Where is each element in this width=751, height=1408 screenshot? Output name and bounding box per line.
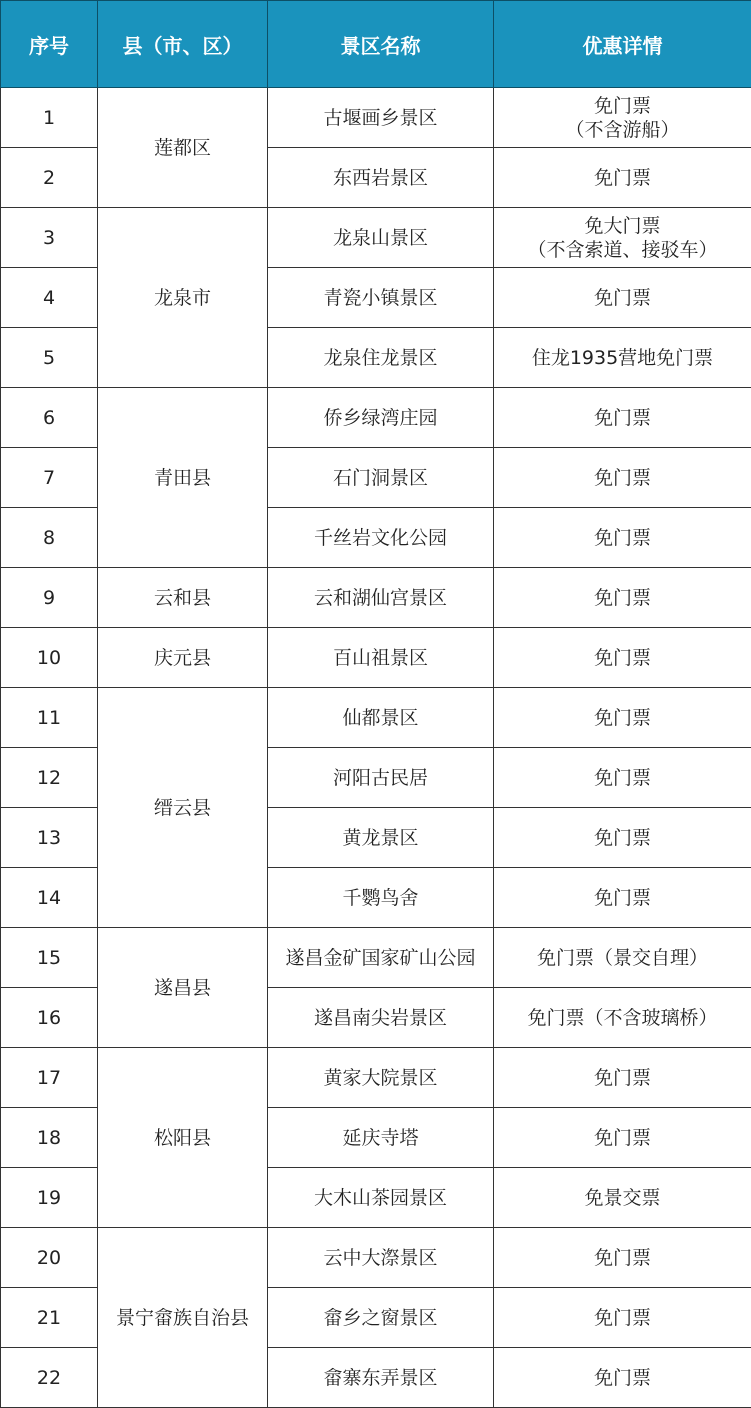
discount-detail-cell	[494, 628, 751, 688]
county-cell: 松阳县	[98, 1048, 268, 1228]
discount-detail-line: 免门票	[498, 166, 747, 190]
discount-detail-line: 免门票（景交自理）	[498, 946, 747, 970]
header-scenic-name: 景区名称	[268, 1, 494, 88]
discount-detail-line: 免门票	[498, 826, 747, 850]
discount-detail-line: 免门票	[498, 286, 747, 310]
discount-detail-cell	[494, 208, 751, 268]
county-cell: 龙泉市	[98, 208, 268, 388]
discount-detail-cell	[494, 1288, 751, 1348]
county-cell: 缙云县	[98, 688, 268, 928]
scenic-name-cell: 遂昌南尖岩景区	[268, 988, 494, 1048]
county-cell: 景宁畲族自治县	[98, 1228, 268, 1408]
row-index: 5	[1, 328, 98, 388]
scenic-name-cell: 黄家大院景区	[268, 1048, 494, 1108]
discount-detail-cell	[494, 808, 751, 868]
county-cell: 青田县	[98, 388, 268, 568]
discount-detail-line: 免门票	[498, 1126, 747, 1150]
discount-detail-line: 免门票	[498, 886, 747, 910]
discount-detail-cell	[494, 388, 751, 448]
discount-detail-line: 免门票	[498, 706, 747, 730]
discount-detail-cell	[494, 508, 751, 568]
discount-detail-line: 免门票	[498, 526, 747, 550]
discount-detail-cell	[494, 1168, 751, 1228]
scenic-name-cell: 遂昌金矿国家矿山公园	[268, 928, 494, 988]
scenic-name-cell: 古堰画乡景区	[268, 88, 494, 148]
discount-detail-cell	[494, 988, 751, 1048]
discount-detail-cell	[494, 328, 751, 388]
discount-detail-cell	[494, 1228, 751, 1288]
discount-detail-cell	[494, 448, 751, 508]
discount-detail-cell	[494, 88, 751, 148]
scenic-name-cell: 百山祖景区	[268, 628, 494, 688]
scenic-name-cell: 云和湖仙宫景区	[268, 568, 494, 628]
row-index: 11	[1, 688, 98, 748]
scenic-name-cell: 畲乡之窗景区	[268, 1288, 494, 1348]
discount-detail-cell	[494, 148, 751, 208]
scenic-name-cell: 畲寨东弄景区	[268, 1348, 494, 1408]
header-discount-detail: 优惠详情	[494, 1, 751, 88]
discount-detail-line: 免门票	[498, 94, 747, 118]
discount-detail-cell	[494, 868, 751, 928]
discount-detail-line: 免门票	[498, 406, 747, 430]
county-cell: 莲都区	[98, 88, 268, 208]
scenic-name-cell: 黄龙景区	[268, 808, 494, 868]
scenic-name-cell: 东西岩景区	[268, 148, 494, 208]
row-index: 17	[1, 1048, 98, 1108]
header-county: 县（市、区）	[98, 1, 268, 88]
discount-detail-line: 免景交票	[498, 1186, 747, 1210]
discount-detail-line: 免门票	[498, 1066, 747, 1090]
discount-detail-line: 免门票（不含玻璃桥）	[498, 1006, 747, 1030]
row-index: 16	[1, 988, 98, 1048]
row-index: 21	[1, 1288, 98, 1348]
table-row	[1, 388, 751, 448]
discount-detail-line: 免大门票	[498, 214, 747, 238]
scenic-name-cell: 龙泉山景区	[268, 208, 494, 268]
table-body	[1, 88, 751, 1408]
scenic-name-cell: 云中大漈景区	[268, 1228, 494, 1288]
discount-detail-line: 免门票	[498, 766, 747, 790]
discount-detail-cell	[494, 268, 751, 328]
scenic-name-cell: 青瓷小镇景区	[268, 268, 494, 328]
table-row	[1, 1048, 751, 1108]
discount-detail-line: （不含索道、接驳车）	[498, 238, 747, 262]
header-row	[1, 1, 751, 88]
row-index: 10	[1, 628, 98, 688]
discount-detail-line: 免门票	[498, 1306, 747, 1330]
row-index: 3	[1, 208, 98, 268]
row-index: 13	[1, 808, 98, 868]
county-cell: 遂昌县	[98, 928, 268, 1048]
discount-detail-line: 住龙1935营地免门票	[498, 346, 747, 370]
row-index: 20	[1, 1228, 98, 1288]
discount-detail-line: 免门票	[498, 646, 747, 670]
table-row	[1, 1228, 751, 1288]
row-index: 7	[1, 448, 98, 508]
discount-detail-cell	[494, 688, 751, 748]
row-index: 14	[1, 868, 98, 928]
row-index: 12	[1, 748, 98, 808]
scenic-name-cell: 延庆寺塔	[268, 1108, 494, 1168]
county-cell: 云和县	[98, 568, 268, 628]
discount-detail-line: 免门票	[498, 1366, 747, 1390]
row-index: 1	[1, 88, 98, 148]
discount-detail-cell	[494, 928, 751, 988]
scenic-name-cell: 石门洞景区	[268, 448, 494, 508]
discount-detail-line: 免门票	[498, 466, 747, 490]
county-cell: 庆元县	[98, 628, 268, 688]
header-index: 序号	[1, 1, 98, 88]
discount-detail-line: 免门票	[498, 1246, 747, 1270]
scenic-name-cell: 千鹦鸟舍	[268, 868, 494, 928]
scenic-name-cell: 大木山茶园景区	[268, 1168, 494, 1228]
scenic-name-cell: 河阳古民居	[268, 748, 494, 808]
table-row	[1, 208, 751, 268]
discount-detail-line: 免门票	[498, 586, 747, 610]
discount-detail-cell	[494, 568, 751, 628]
scenic-name-cell: 千丝岩文化公园	[268, 508, 494, 568]
row-index: 4	[1, 268, 98, 328]
discount-detail-line: （不含游船）	[498, 118, 747, 142]
row-index: 15	[1, 928, 98, 988]
discount-detail-cell	[494, 1348, 751, 1408]
row-index: 2	[1, 148, 98, 208]
table-row	[1, 568, 751, 628]
discount-detail-cell	[494, 748, 751, 808]
table-row	[1, 88, 751, 148]
table-row	[1, 928, 751, 988]
row-index: 8	[1, 508, 98, 568]
table-row	[1, 688, 751, 748]
scenic-name-cell: 仙都景区	[268, 688, 494, 748]
discount-detail-cell	[494, 1048, 751, 1108]
row-index: 9	[1, 568, 98, 628]
scenic-name-cell: 侨乡绿湾庄园	[268, 388, 494, 448]
table-row	[1, 628, 751, 688]
row-index: 19	[1, 1168, 98, 1228]
row-index: 22	[1, 1348, 98, 1408]
scenic-name-cell: 龙泉住龙景区	[268, 328, 494, 388]
row-index: 18	[1, 1108, 98, 1168]
row-index: 6	[1, 388, 98, 448]
discount-detail-cell	[494, 1108, 751, 1168]
